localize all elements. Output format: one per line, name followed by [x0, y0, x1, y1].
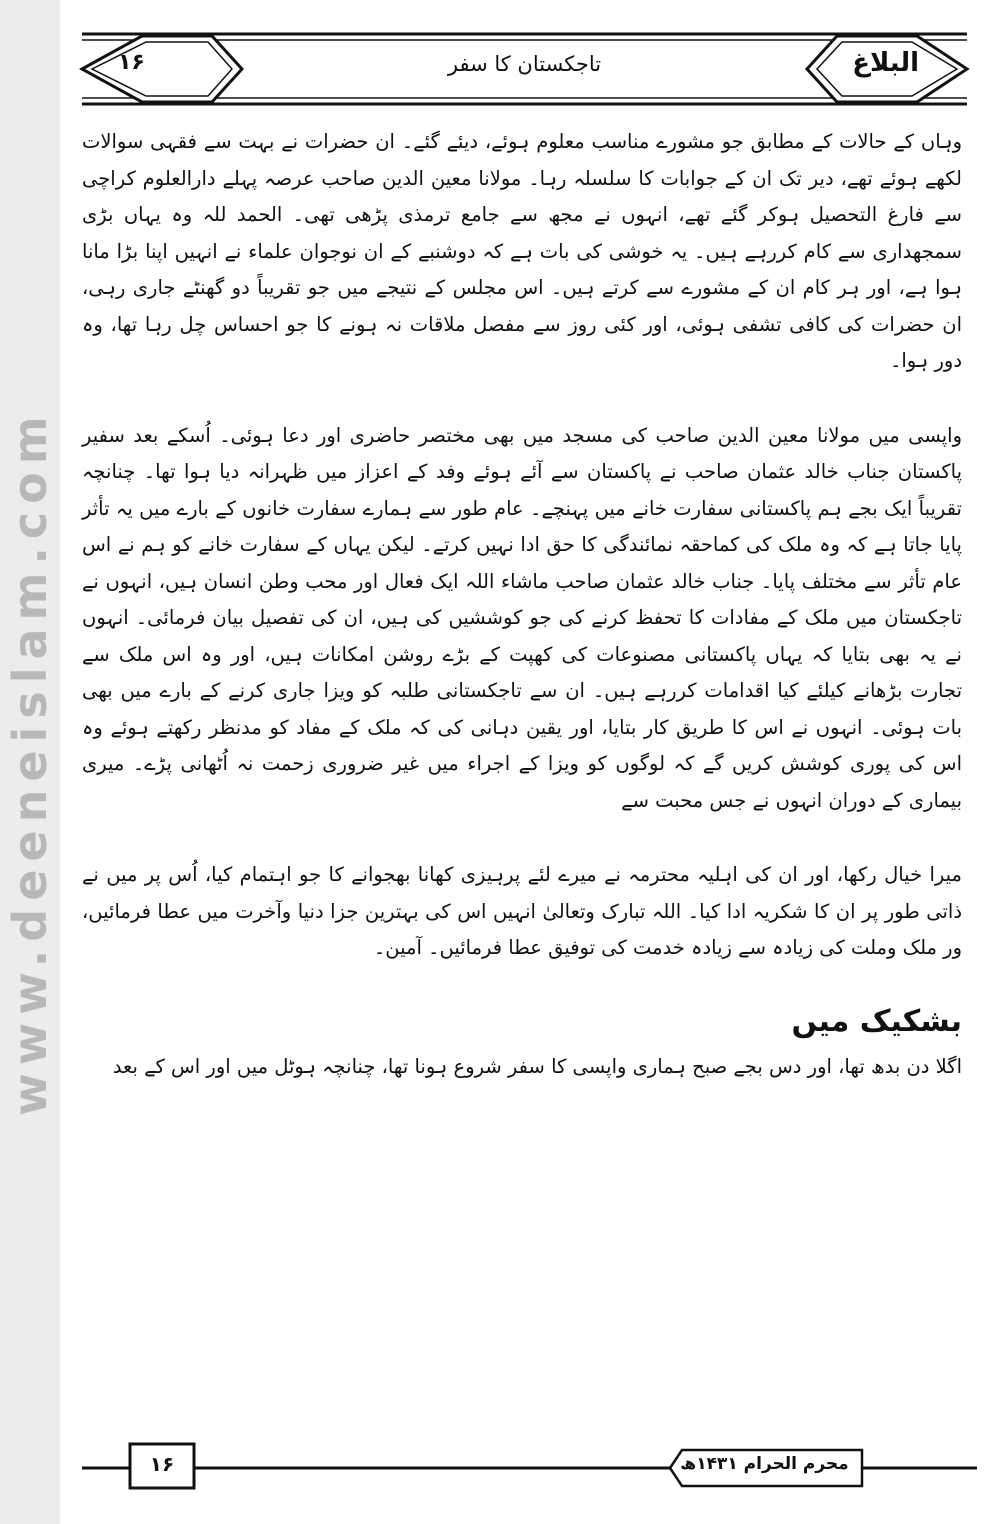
header-page-number: ۱۶ [118, 50, 145, 75]
paragraph-1: وہاں کے حالات کے مطابق جو مشورے مناسب معلوم ہوئے، دیئے گئے۔ ان حضرات نے بہت سے فقہی سوالات لکھے ہوئے تھے، دیر تک ان کے جوابات کا سلسلہ رہا۔ مولانا معین الدین صاحب عرصہ پہلے دارالعلوم کراچی سے فارغ التحصیل ہوکر گئے تھے، انہوں نے مجھ سے جامع ترمذی پڑھی تھی۔ الحمد للہ وہ یہاں بڑی سمجھداری سے کام کررہے ہیں۔ یہ خوشی کی بات ہے کہ دوشنبے کے ان نوجوان علماء نے انہیں اپنا بڑا مانا ہوا ہے، اور ہر کام ان کے مشورے سے کرتے ہیں۔ اس مجلس کے نتیجے میں جو تقریباً دو گھنٹے جاری رہی، ان حضرات کی کافی تشفی ہوئی، اور کئی روز سے مفصل ملاقات نہ ہونے کا جو احساس چل رہا تھا، وہ دور ہوا۔ [82, 130, 962, 372]
section-heading: بشکیک میں [791, 1003, 962, 1039]
footer-date: محرم الحرام ۱۴۳۱ھ [680, 1454, 849, 1474]
article-body [82, 124, 962, 1123]
paragraph-2: واپسی میں مولانا معین الدین صاحب کی مسجد میں بھی مختصر حاضری اور دعا ہوئی۔ اُسکے بعد سفیر پاکستان جناب خالد عثمان صاحب نے پاکستان سے آئے ہوئے وفد کے اعزاز میں ظہرانہ دیا ہوا تھا۔ چنانچہ تقریباً ایک بجے ہم پاکستانی سفارت خانے میں پہنچے۔ عام طور سے ہمارے سفارت خانوں کے بارے میں یہ تأثر پایا جاتا ہے کہ وہ ملک کی کماحقہ نمائندگی کا حق ادا نہیں کرتے۔ لیکن یہاں کے سفارت خانے کو ہم نے اس عام تأثر سے مختلف پایا۔ جناب خالد عثمان صاحب ماشاء اللہ ایک فعال اور محب وطن انسان ہیں، انہوں نے تاجکستان میں ملک کے مفادات کا تحفظ کرنے کی جو کوششیں کی ہیں، ان کی تفصیل بیان فرمائی۔ انہوں نے یہ بھی بتایا کہ یہاں پاکستانی مصنوعات کی کھپت کے بڑے روشن امکانات ہیں، اور وہ اس ملک سے تجارت بڑھانے کیلئے کیا اقدامات کررہے ہیں۔ ان سے تاجکستانی طلبہ کو ویزا جاری کرنے کے بارے میں بھی بات ہوئی۔ انہوں نے اس کا طریق کار بتایا، اور یقین دہانی کی کہ ملک کے مفاد کو مدنظر رکھتے ہوئے وہ اس کی پوری کوشش کریں گے کہ لوگوں کو ویزا کے اجراء میں غیر ضروری زحمت نہ اُٹھانی پڑے۔ میری بیماری کے دوران انہوں نے جس محبت سے [82, 423, 962, 812]
page-header [72, 24, 977, 108]
page-title: تاجکستان کا سفر [447, 52, 602, 76]
magazine-logo: البلاغ [852, 48, 919, 78]
page-footer [82, 1440, 977, 1500]
watermark-bar [0, 0, 60, 1524]
watermark-text: www.deeneislam.com [3, 408, 57, 1116]
footer-page-number: ۱۶ [149, 1452, 175, 1476]
paragraph-3: میرا خیال رکھا، اور ان کی اہلیہ محترمہ نے میرے لئے پرہیزی کھانا بھجوانے کا جو اہتمام کیا، اُس پر میں نے ذاتی طور پر ان کا شکریہ ادا کیا۔ اللہ تبارک وتعالیٰ انہیں اس کی بہترین جزا دنیا وآخرت میں عطا فرمائیں، ور ملک وملت کی زیادہ سے زیادہ خدمت کی توفیق عطا فرمائیں۔ آمین۔ [82, 863, 962, 959]
paragraph-4: اگلا دن بدھ تھا، اور دس بجے صبح ہماری واپسی کا سفر شروع ہونا تھا، چنانچہ ہوٹل میں اور اس کے بعد [112, 1054, 962, 1078]
